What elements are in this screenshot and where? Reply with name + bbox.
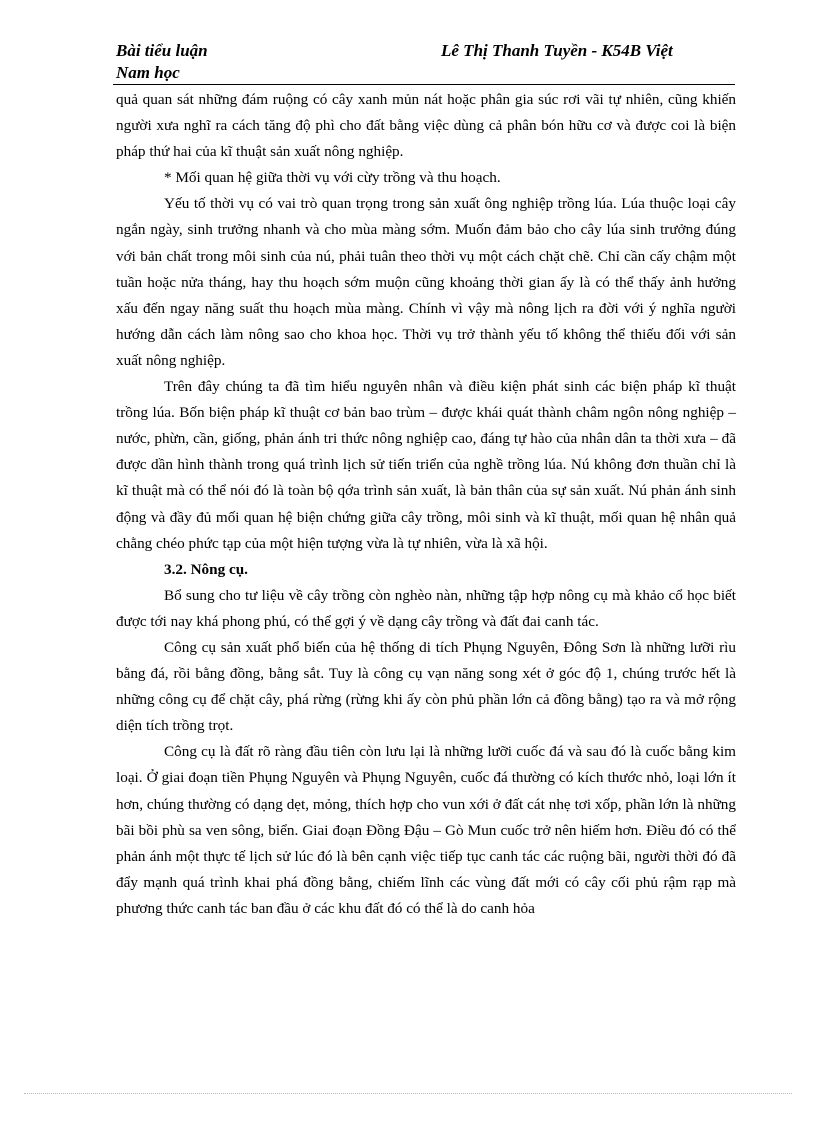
header-course-title bbox=[116, 40, 208, 84]
header-divider bbox=[113, 84, 735, 85]
paragraph-tools-hoes: Công cụ là đất rõ ràng đầu tiên còn lưu lại là những lưỡi cuốc đá và sau đó là cuốc bằng kim loại. Ở giai đoạn tiền Phụng Nguyên và Phụng Nguyên, cuốc đá thường có kích thước nhỏ, loại lớn ít hơn, chúng thường có dạng dẹt, mỏng, thích hợp cho vun xới ở đất cát nhẹ tơi xốp, phần lớn là những bãi bồi phù sa ven sông, biển. Giai đoạn Đồng Đậu – Gò Mun cuốc trở nên hiếm hơn. Điều đó có thể phản ánh một thực tế lịch sử lúc đó là bên cạnh việc tiếp tục canh tác các ruộng bãi, người thời đó đã đẩy mạnh quá trình khai phá đồng bằng, chiếm lĩnh các vùng đất mới có cây cối phủ rậm rạp mà phương thức canh tác ban đầu ở các khu đất đó có thể là do canh hỏa bbox=[116, 743, 736, 917]
paragraph-summary: Trên đây chúng ta đã tìm hiểu nguyên nhân và điều kiện phát sinh các biện pháp kĩ thuật trồng lúa. Bốn biện pháp kĩ thuật cơ bản bao trùm – được khái quát thành châm ngôn nông nghiệp – nước, phừn, cần, giống, phản ánh tri thức nông nghiệp cao, đáng tự hào của nhân dân ta thời xưa – đã được dần hình thành trong quá trình lịch sử tiến triển của nghề trồng lúa. Nú không đơn thuần chỉ là kĩ thuật mà có thể nói đó là toàn bộ qớa trình sản xuất, là bản thân của sự sản xuất. Nú phản ánh sinh động và đầy đủ mối quan hệ biện chứng giữa cây trồng, môi sinh và kĩ thuật, mối quan hệ nhân quả chằng chéo phức tạp của một hiện tượng vừa là tự nhiên, vừa là xã hội. bbox=[116, 378, 736, 552]
page-bottom-divider bbox=[24, 1093, 792, 1094]
paragraph-continued: quả quan sát những đám ruộng có cây xanh mủn nát hoặc phân gia súc rơi vãi tự nhiên, cũng khiến người xưa nghĩ ra cách tăng độ phì cho đất bằng việc dùng cả phân bón hữu cơ và được coi là biện pháp thứ hai của kĩ thuật sản xuất nông nghiệp. bbox=[116, 91, 736, 161]
paragraph-seasonality: Yếu tố thời vụ có vai trò quan trọng trong sản xuất ông nghiệp trồng lúa. Lúa thuộc loại cây ngắn ngày, sinh trưởng nhanh và cho mùa màng sớm. Muốn đảm bảo cho cây lúa sinh trưởng đúng với bản chất trong môi sinh của nú, phải tuân theo thời vụ một cách chặt chẽ. Chỉ cần cấy chậm một tuần hoặc nửa tháng, hay thu hoạch sớm muộn cũng khoảng thời gian ấy là có thể thấy ảnh hưởng xấu đến ngay năng suất thu hoạch mùa màng. Chính vì vậy mà nông lịch ra đời với ý nghĩa người hướng dẫn cách làm nông sao cho khoa học. Thời vụ trở thành yếu tố không thể thiếu đối với sản xuất nông nghiệp. bbox=[116, 195, 736, 369]
paragraph-tools-axes: Công cụ sản xuất phổ biến của hệ thống di tích Phụng Nguyên, Đông Sơn là những lưỡi rìu bằng đá, rồi bằng đồng, bằng sắt. Tuy là công cụ vạn năng song xét ở góc độ 1, chúng trước hết là những công cụ để chặt cây, phá rừng (rừng khi ấy còn phủ phần lớn cả đồng bằng) tạo ra và mở rộng diện tích trồng trọt. bbox=[116, 638, 736, 735]
header-course-line1: Bài tiểu luận bbox=[116, 41, 208, 60]
paragraph-subheading: * Mối quan hệ giữa thời vụ với cừy trồng và thu hoạch. bbox=[164, 169, 501, 187]
section-heading: 3.2. Nông cụ. bbox=[164, 560, 248, 578]
header-course-line2: Nam học bbox=[116, 63, 180, 82]
header-author: Lê Thị Thanh Tuyền - K54B Việt bbox=[441, 41, 673, 60]
document-body bbox=[116, 87, 736, 922]
paragraph-tools-intro: Bổ sung cho tư liệu về cây trồng còn nghèo nàn, những tập hợp nông cụ mà khảo cổ học biết được tới nay khá phong phú, có thể gợi ý về dạng cây trồng và đất đai canh tác. bbox=[116, 586, 736, 630]
